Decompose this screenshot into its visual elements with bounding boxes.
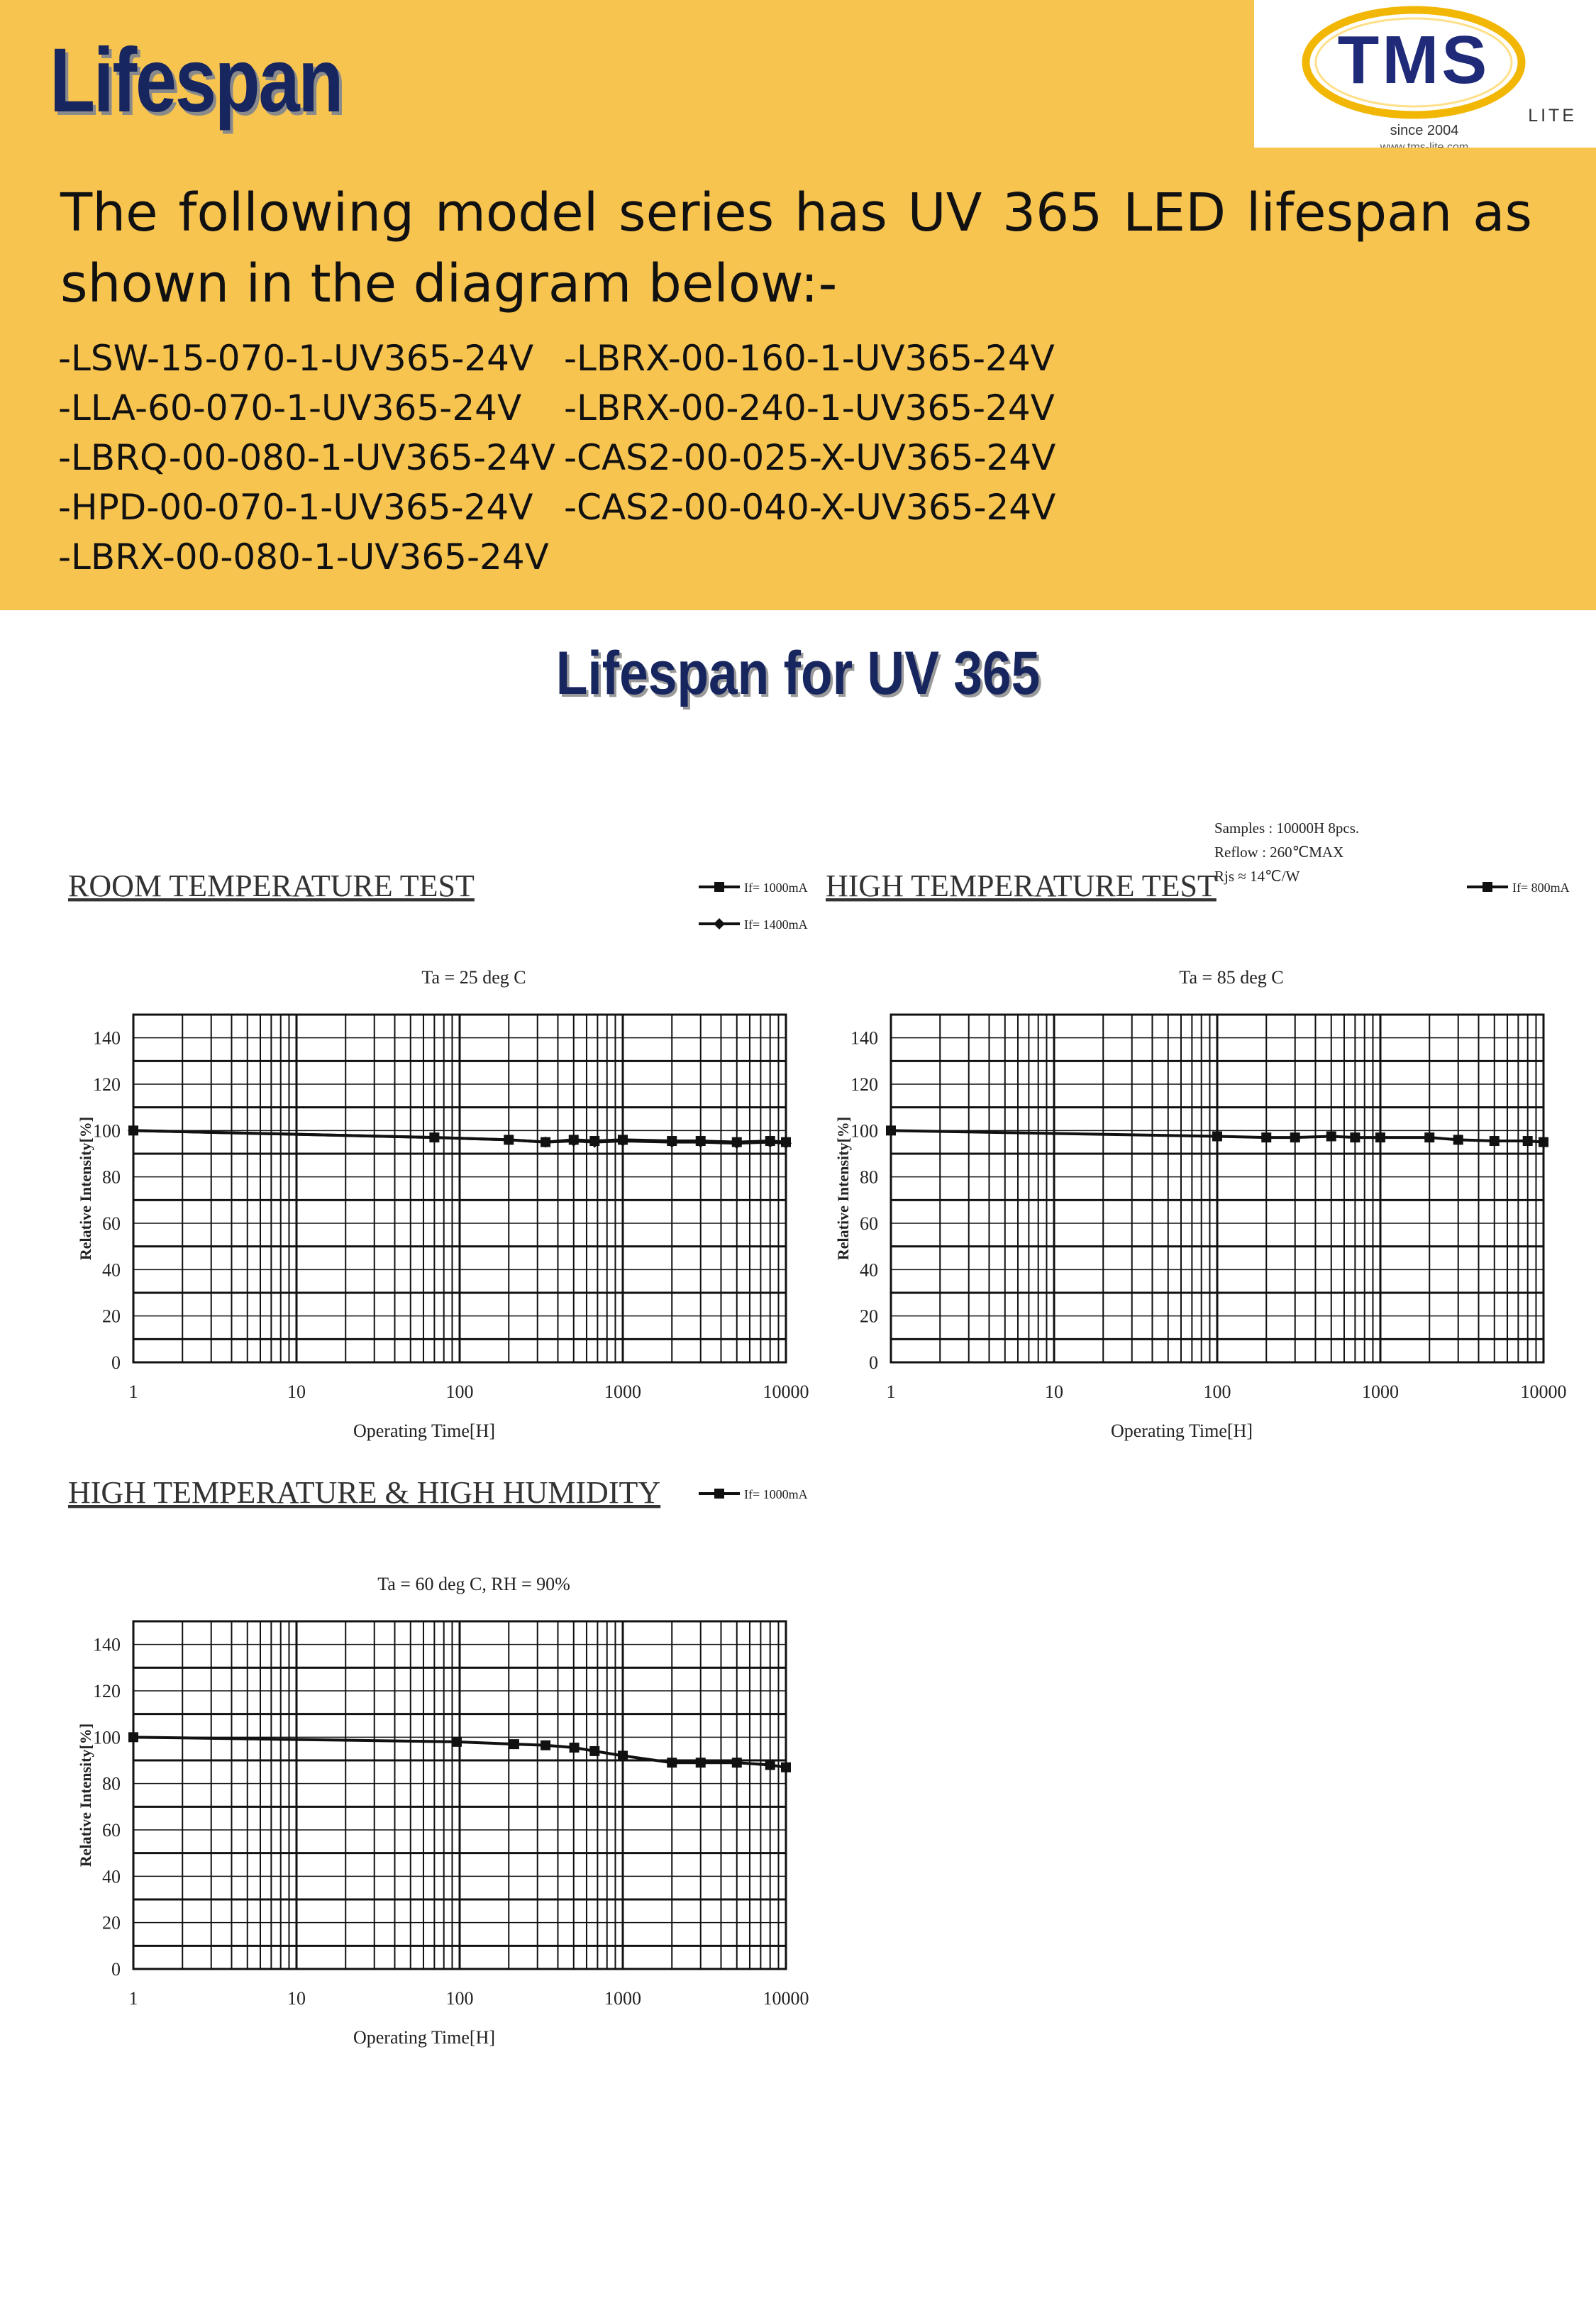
legend-marker: [1483, 882, 1492, 892]
page-title: Lifespan: [50, 30, 342, 131]
model-list-left: [58, 333, 555, 582]
data-point: [732, 1758, 742, 1767]
spec-note: Rjs ≈ 14℃/W: [1214, 868, 1300, 885]
x-tick-label: 10000: [1520, 1381, 1567, 1402]
chart-title: HIGH TEMPERATURE & HIGH HUMIDITY: [68, 1475, 661, 1510]
x-tick-label: 10000: [763, 1988, 809, 2009]
data-point: [541, 1740, 550, 1750]
x-tick-label: 100: [445, 1381, 474, 1402]
data-point: [1375, 1132, 1385, 1142]
x-tick-label: 10: [287, 1381, 306, 1402]
x-axis-label: Operating Time[H]: [1110, 1420, 1253, 1441]
logo-brand-text: TMS: [1337, 22, 1490, 98]
chart-title: HIGH TEMPERATURE TEST: [826, 868, 1217, 903]
model-item: -HPD-00-070-1-UV365-24V: [58, 487, 533, 528]
x-tick-label: 100: [1203, 1381, 1231, 1402]
x-tick-label: 1: [128, 1988, 138, 2009]
legend-label: If= 1000mA: [744, 881, 808, 895]
legend-label: If= 1400mA: [744, 917, 808, 932]
y-tick-label: 20: [102, 1912, 121, 1933]
data-point: [128, 1732, 138, 1742]
chart-high-temperature: [758, 844, 1573, 1469]
data-point: [452, 1737, 462, 1747]
model-item: -LBRQ-00-080-1-UV365-24V: [58, 437, 555, 478]
data-point: [1424, 1132, 1434, 1142]
y-tick-label: 100: [93, 1727, 121, 1748]
data-point: [1453, 1135, 1463, 1144]
x-tick-label: 10000: [763, 1381, 809, 1402]
company-logo: [1254, 0, 1596, 148]
data-point: [696, 1758, 706, 1767]
x-tick-label: 1: [886, 1381, 896, 1402]
y-tick-label: 120: [93, 1074, 121, 1095]
y-tick-label: 140: [93, 1027, 121, 1049]
data-point: [781, 1762, 791, 1772]
y-tick-label: 140: [850, 1027, 878, 1049]
x-tick-label: 10: [1045, 1381, 1063, 1402]
logo-since-text: since 2004: [1390, 123, 1459, 138]
x-tick-label: 1000: [604, 1988, 641, 2009]
data-point: [667, 1758, 677, 1767]
x-tick-label: 1000: [1362, 1381, 1399, 1402]
data-point: [1290, 1132, 1300, 1142]
y-tick-label: 20: [860, 1306, 878, 1327]
y-tick-label: 0: [111, 1352, 121, 1373]
tms-lite-logo-icon: [1254, 0, 1596, 148]
data-point: [570, 1743, 580, 1753]
legend-marker: [714, 1489, 724, 1499]
y-tick-label: 0: [869, 1352, 878, 1373]
y-axis-label: Relative Intensity[%]: [77, 1116, 94, 1261]
x-tick-label: 1000: [604, 1381, 641, 1402]
legend-marker: [714, 882, 724, 892]
logo-url-text: www.tms-lite.com: [1380, 141, 1469, 148]
chart-subtitle: Ta = 85 deg C: [1179, 967, 1284, 988]
data-point: [886, 1125, 896, 1135]
y-tick-label: 80: [860, 1166, 878, 1188]
y-tick-label: 40: [102, 1866, 121, 1887]
legend-marker: [714, 918, 725, 929]
y-tick-label: 20: [102, 1306, 121, 1327]
x-axis-label: Operating Time[H]: [353, 1420, 496, 1441]
x-tick-label: 10: [287, 1988, 306, 2009]
legend-label: If= 1000mA: [744, 1487, 808, 1501]
y-tick-label: 140: [93, 1634, 121, 1655]
model-item: -CAS2-00-025-X-UV365-24V: [564, 437, 1056, 478]
y-tick-label: 120: [93, 1681, 121, 1701]
chart-title: ROOM TEMPERATURE TEST: [68, 868, 475, 903]
data-point: [509, 1739, 519, 1749]
y-tick-label: 100: [93, 1120, 121, 1142]
model-item: -CAS2-00-040-X-UV365-24V: [564, 487, 1056, 528]
chart-subtitle: Ta = 60 deg C, RH = 90%: [377, 1574, 570, 1594]
model-item: -LSW-15-070-1-UV365-24V: [58, 338, 534, 379]
y-tick-label: 120: [850, 1074, 878, 1095]
section-title: Lifespan for UV 365: [555, 639, 1041, 707]
model-item: -LBRX-00-240-1-UV365-24V: [564, 387, 1055, 429]
y-tick-label: 80: [102, 1773, 121, 1794]
data-point: [1490, 1136, 1500, 1146]
spec-note: Reflow : 260℃MAX: [1214, 844, 1344, 861]
chart-room-temperature: [0, 844, 816, 1469]
model-list-right: [564, 333, 1055, 532]
legend-label: If= 800mA: [1512, 881, 1570, 895]
data-point: [1350, 1132, 1360, 1142]
y-tick-label: 40: [860, 1259, 878, 1281]
y-tick-label: 60: [102, 1213, 121, 1234]
y-axis-label: Relative Intensity[%]: [834, 1116, 852, 1261]
chart-high-temp-humidity: [0, 1451, 816, 2075]
data-point: [1539, 1137, 1548, 1147]
data-point: [1326, 1132, 1336, 1142]
model-item: -LBRX-00-080-1-UV365-24V: [58, 536, 549, 578]
x-axis-label: Operating Time[H]: [353, 2027, 496, 2048]
x-tick-label: 100: [445, 1988, 474, 2009]
data-point: [589, 1746, 599, 1756]
y-tick-label: 40: [102, 1259, 121, 1281]
data-point: [765, 1760, 775, 1770]
intro-paragraph: The following model series has UV 365 LED lifespan as shown in the diagram below:-: [60, 182, 1532, 314]
x-tick-label: 1: [128, 1381, 138, 1402]
data-point: [1523, 1136, 1533, 1146]
data-point: [618, 1750, 628, 1760]
chart-subtitle: Ta = 25 deg C: [421, 967, 526, 988]
model-item: -LLA-60-070-1-UV365-24V: [58, 387, 522, 429]
y-tick-label: 60: [102, 1820, 121, 1841]
data-point: [1212, 1132, 1222, 1142]
y-tick-label: 0: [111, 1959, 121, 1980]
y-tick-label: 80: [102, 1166, 121, 1188]
y-axis-label: Relative Intensity[%]: [77, 1723, 94, 1868]
y-tick-label: 100: [850, 1120, 878, 1142]
model-item: -LBRX-00-160-1-UV365-24V: [564, 338, 1055, 379]
y-tick-label: 60: [860, 1213, 878, 1234]
spec-note: Samples : 10000H 8pcs.: [1214, 820, 1360, 837]
logo-sub-text: LITE: [1528, 106, 1577, 126]
data-point: [1261, 1132, 1271, 1142]
